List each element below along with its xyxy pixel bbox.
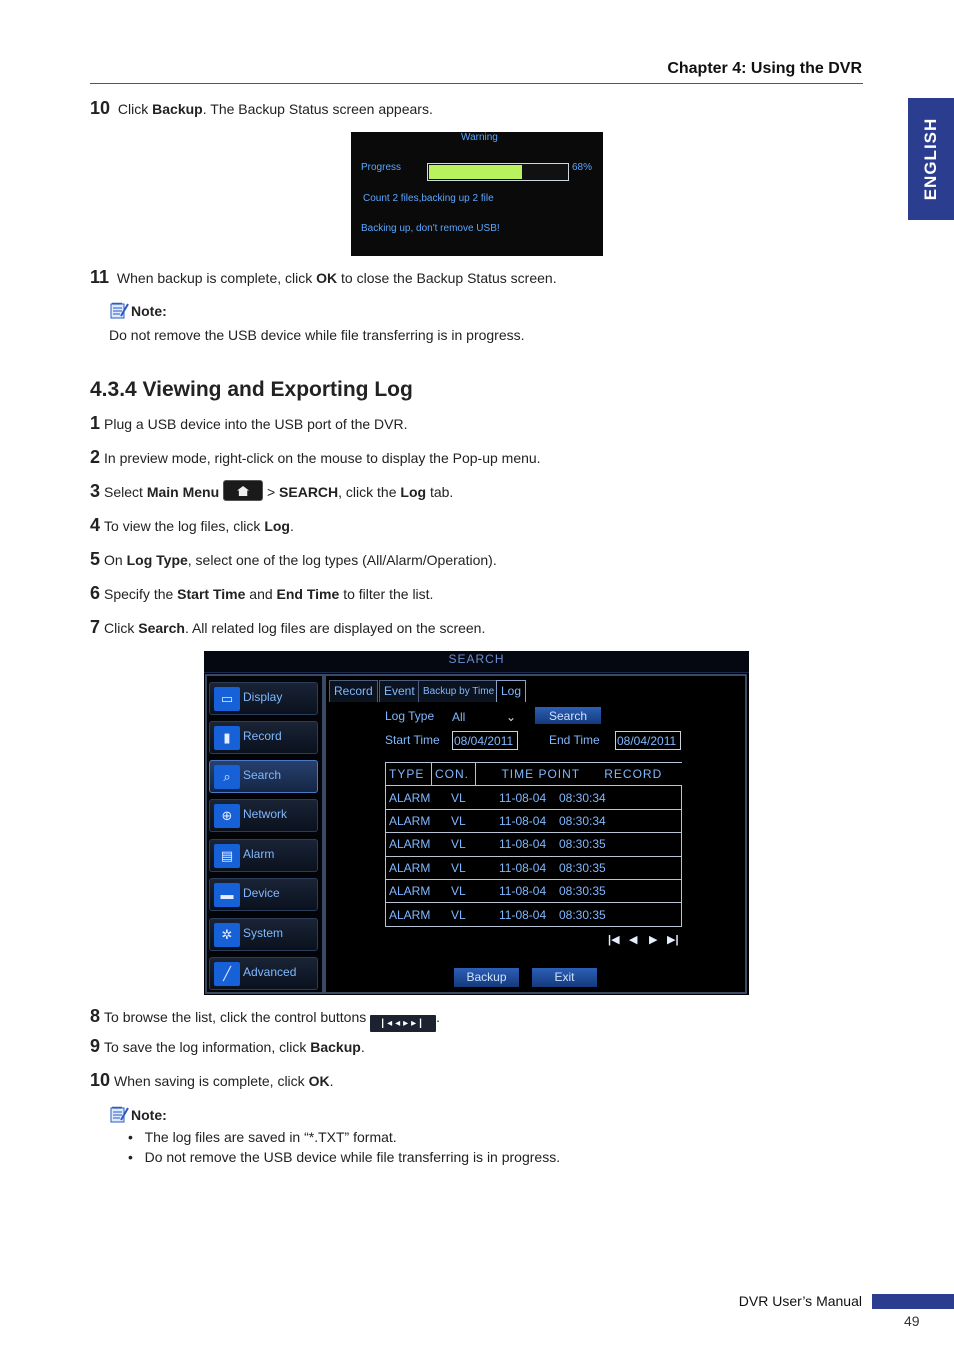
note-bullet: • Do not remove the USB device while file transferring is in progress. <box>128 1149 561 1165</box>
column-header-record: RECORD <box>604 767 663 782</box>
menu-item-label: Advanced <box>243 965 297 979</box>
step-text: When saving is complete, click <box>114 1073 305 1089</box>
notepad-icon <box>109 301 129 319</box>
warning-text: Backing up, don't remove USB! <box>361 223 500 234</box>
dvr-screen-title: SEARCH <box>204 651 749 673</box>
cell-type: ALARM <box>389 884 431 899</box>
step-text: Click <box>117 101 149 117</box>
header-rule <box>90 83 863 84</box>
cell-type: ALARM <box>389 860 431 875</box>
cell-con: VL <box>451 790 466 805</box>
cell-date: 11-08-04 <box>499 837 547 852</box>
menu-item-label: Network <box>243 807 288 821</box>
step-text: When backup is complete, click <box>116 270 313 286</box>
backup-button[interactable]: Backup <box>454 968 519 987</box>
step-text: to filter the list. <box>343 586 434 602</box>
network-icon: ⊕ <box>214 804 240 828</box>
step-bold: Log Type <box>126 552 188 568</box>
step-bold: Start Time <box>177 586 246 602</box>
step-number: 8 <box>90 1006 101 1026</box>
step-bold: Main Menu <box>146 484 220 500</box>
exit-button[interactable]: Exit <box>532 968 597 987</box>
step-number: 10 <box>90 98 111 118</box>
menu-item-label: Record <box>243 729 282 743</box>
column-header: TYPE <box>386 763 432 786</box>
table-row[interactable] <box>386 879 682 902</box>
alarm-icon: ▤ <box>214 844 240 868</box>
cell-time: 08:30:34 <box>559 813 606 828</box>
cell-con: VL <box>451 837 466 852</box>
step-number: 3 <box>90 481 101 501</box>
step-number: 4 <box>90 515 101 535</box>
cell-type: ALARM <box>389 837 431 852</box>
backup-status-screen <box>351 132 603 256</box>
cell-type: ALARM <box>389 790 431 805</box>
step-bold: Log <box>400 484 427 500</box>
table-row[interactable] <box>386 833 682 856</box>
step-text: In preview mode, right-click on the mouse to display the Pop-up menu. <box>104 450 541 466</box>
step-text: On <box>104 552 123 568</box>
note-1 <box>109 301 167 321</box>
table-header-row <box>386 763 682 786</box>
step-1 <box>90 413 408 434</box>
note-1-text: Do not remove the USB device while file transferring is in progress. <box>109 327 525 343</box>
step-2 <box>90 447 541 468</box>
menu-item-label: Display <box>243 690 283 704</box>
note-title: Note: <box>131 1107 167 1123</box>
cell-date: 11-08-04 <box>499 884 547 899</box>
menu-item-record[interactable] <box>209 721 318 754</box>
table-row[interactable] <box>386 786 682 809</box>
step-text: To view the log files, click <box>104 518 261 534</box>
cell-date: 11-08-04 <box>499 813 547 828</box>
menu-item-search[interactable] <box>209 760 318 793</box>
warning-title: Warning <box>461 132 498 143</box>
step-text: tab. <box>429 484 454 500</box>
dvr-search-screen <box>204 651 749 995</box>
step-10-ok <box>90 1070 333 1091</box>
progress-bar <box>427 163 569 181</box>
step-text: and <box>249 586 273 602</box>
step-number: 1 <box>90 413 101 433</box>
progress-percent: 68% <box>572 162 593 173</box>
end-time-field[interactable]: 08/04/2011 <box>615 731 681 750</box>
cell-con: VL <box>451 884 466 899</box>
step-bold: End Time <box>276 586 340 602</box>
last-page-icon[interactable]: ▶| <box>667 934 679 946</box>
step-text: . The Backup Status screen appears. <box>202 101 433 117</box>
navigation-controls-icon: |◂◂▸▸| <box>370 1015 436 1032</box>
progress-fill <box>429 165 522 179</box>
cell-time: 08:30:35 <box>559 860 606 875</box>
magnifier-icon: ⌕ <box>214 765 240 789</box>
search-button[interactable]: Search <box>535 707 601 724</box>
step-text: Click <box>104 620 135 636</box>
step-number: 2 <box>90 447 101 467</box>
chevron-down-icon: ⌄ <box>505 710 516 724</box>
log-table <box>385 762 682 927</box>
note-2 <box>109 1105 167 1125</box>
step-9 <box>90 1036 365 1057</box>
end-time-label: End Time <box>549 733 600 747</box>
notepad-icon <box>109 1105 129 1123</box>
tab-log[interactable]: Log <box>496 680 526 702</box>
wrench-icon: ╱ <box>214 962 240 986</box>
cell-con: VL <box>451 813 466 828</box>
monitor-icon: ▭ <box>214 687 240 711</box>
language-tab <box>908 98 954 220</box>
step-text: . <box>436 1009 441 1025</box>
tab-record[interactable]: Record <box>329 680 378 702</box>
step-text: Specify the <box>104 586 174 602</box>
gear-icon: ✲ <box>214 923 240 947</box>
step-text: Select <box>104 484 143 500</box>
table-row[interactable] <box>386 903 682 926</box>
log-type-label: Log Type <box>385 709 435 723</box>
home-icon <box>223 480 263 501</box>
menu-item-display[interactable] <box>209 682 318 715</box>
menu-item-label: Alarm <box>243 847 275 861</box>
note-bullet: • The log files are saved in “*.TXT” format. <box>128 1129 397 1145</box>
start-time-label: Start Time <box>385 733 440 747</box>
step-3 <box>90 480 453 502</box>
progress-label: Progress <box>361 162 402 173</box>
step-text: Plug a USB device into the USB port of the DVR. <box>104 416 408 432</box>
next-page-icon[interactable]: ▶ <box>649 934 658 946</box>
step-bold: OK <box>316 270 338 286</box>
menu-item-advanced[interactable] <box>209 957 318 990</box>
menu-item-label: Search <box>243 768 282 782</box>
step-bold: Backup <box>310 1039 361 1055</box>
bullet-text: Do not remove the USB device while file transferring is in progress. <box>144 1149 561 1165</box>
chapter-title: Chapter 4: Using the DVR <box>667 60 862 77</box>
device-icon: ▬ <box>214 883 240 907</box>
table-row[interactable] <box>386 809 682 832</box>
note-title: Note: <box>131 303 167 319</box>
step-text: . <box>360 1039 365 1055</box>
menu-item-alarm[interactable] <box>209 839 318 872</box>
tab-event[interactable]: Event <box>379 680 420 702</box>
step-5 <box>90 549 497 570</box>
cell-time: 08:30:35 <box>559 884 606 899</box>
cell-date: 11-08-04 <box>499 907 547 922</box>
step-bold: Log <box>264 518 290 534</box>
footer-bar <box>872 1294 954 1309</box>
page-number: 49 <box>904 1313 920 1329</box>
step-8 <box>90 1006 440 1032</box>
step-number: 10 <box>90 1070 111 1090</box>
log-type-select[interactable] <box>450 707 521 726</box>
step-text: To browse the list, click the control buttons <box>104 1009 367 1025</box>
previous-page-icon[interactable]: ◀ <box>629 934 638 946</box>
step-number: 9 <box>90 1036 101 1056</box>
menu-item-label: Device <box>243 886 280 900</box>
cell-time: 08:30:34 <box>559 790 606 805</box>
dvr-main-menu <box>205 674 324 994</box>
step-number: 7 <box>90 617 101 637</box>
step-10-backup <box>90 98 433 119</box>
step-text: , click the <box>338 484 397 500</box>
count-text: Count 2 files,backing up 2 file <box>363 193 494 204</box>
step-number: 6 <box>90 583 101 603</box>
first-page-icon[interactable]: |◀ <box>608 934 620 946</box>
menu-item-system[interactable] <box>209 918 318 951</box>
log-type-value: All <box>452 710 466 724</box>
step-bold: Search <box>138 620 185 636</box>
film-icon: ▮ <box>214 726 240 750</box>
bullet-text: The log files are saved in “*.TXT” format. <box>144 1129 397 1145</box>
menu-item-device[interactable] <box>209 878 318 911</box>
step-text: . <box>289 518 294 534</box>
step-text: . All related log files are displayed on the screen. <box>184 620 486 636</box>
step-text: to close the Backup Status screen. <box>341 270 557 286</box>
tab-backup-by-time[interactable]: Backup by Time <box>418 680 499 702</box>
column-header-time: TIME POINT <box>501 767 580 782</box>
cell-date: 11-08-04 <box>499 860 547 875</box>
step-bold: SEARCH <box>279 484 339 500</box>
step-text: , select one of the log types (All/Alarm/Operation). <box>187 552 497 568</box>
menu-item-label: System <box>243 926 284 940</box>
cell-con: VL <box>451 860 466 875</box>
step-text: . <box>329 1073 334 1089</box>
step-6 <box>90 583 433 604</box>
step-number: 5 <box>90 549 101 569</box>
start-time-field[interactable]: 08/04/2011 <box>452 731 518 750</box>
step-text: To save the log information, click <box>104 1039 307 1055</box>
step-number: 11 <box>90 267 110 287</box>
table-row[interactable] <box>386 856 682 879</box>
cell-time: 08:30:35 <box>559 837 606 852</box>
cell-time: 08:30:35 <box>559 907 606 922</box>
step-4 <box>90 515 294 536</box>
step-bold: OK <box>308 1073 330 1089</box>
menu-item-network[interactable] <box>209 799 318 832</box>
cell-date: 11-08-04 <box>499 790 547 805</box>
step-text: > <box>266 484 276 500</box>
footer-manual-title: DVR User’s Manual <box>738 1293 862 1309</box>
column-header: CON. <box>431 763 476 786</box>
cell-con: VL <box>451 907 466 922</box>
section-heading: 4.3.4 Viewing and Exporting Log <box>90 378 413 401</box>
step-7 <box>90 617 485 638</box>
step-bold: Backup <box>152 101 203 117</box>
step-11-ok <box>90 267 557 288</box>
cell-type: ALARM <box>389 813 431 828</box>
column-header <box>476 763 682 786</box>
language-tab-label: ENGLISH <box>921 117 940 201</box>
cell-type: ALARM <box>389 907 431 922</box>
